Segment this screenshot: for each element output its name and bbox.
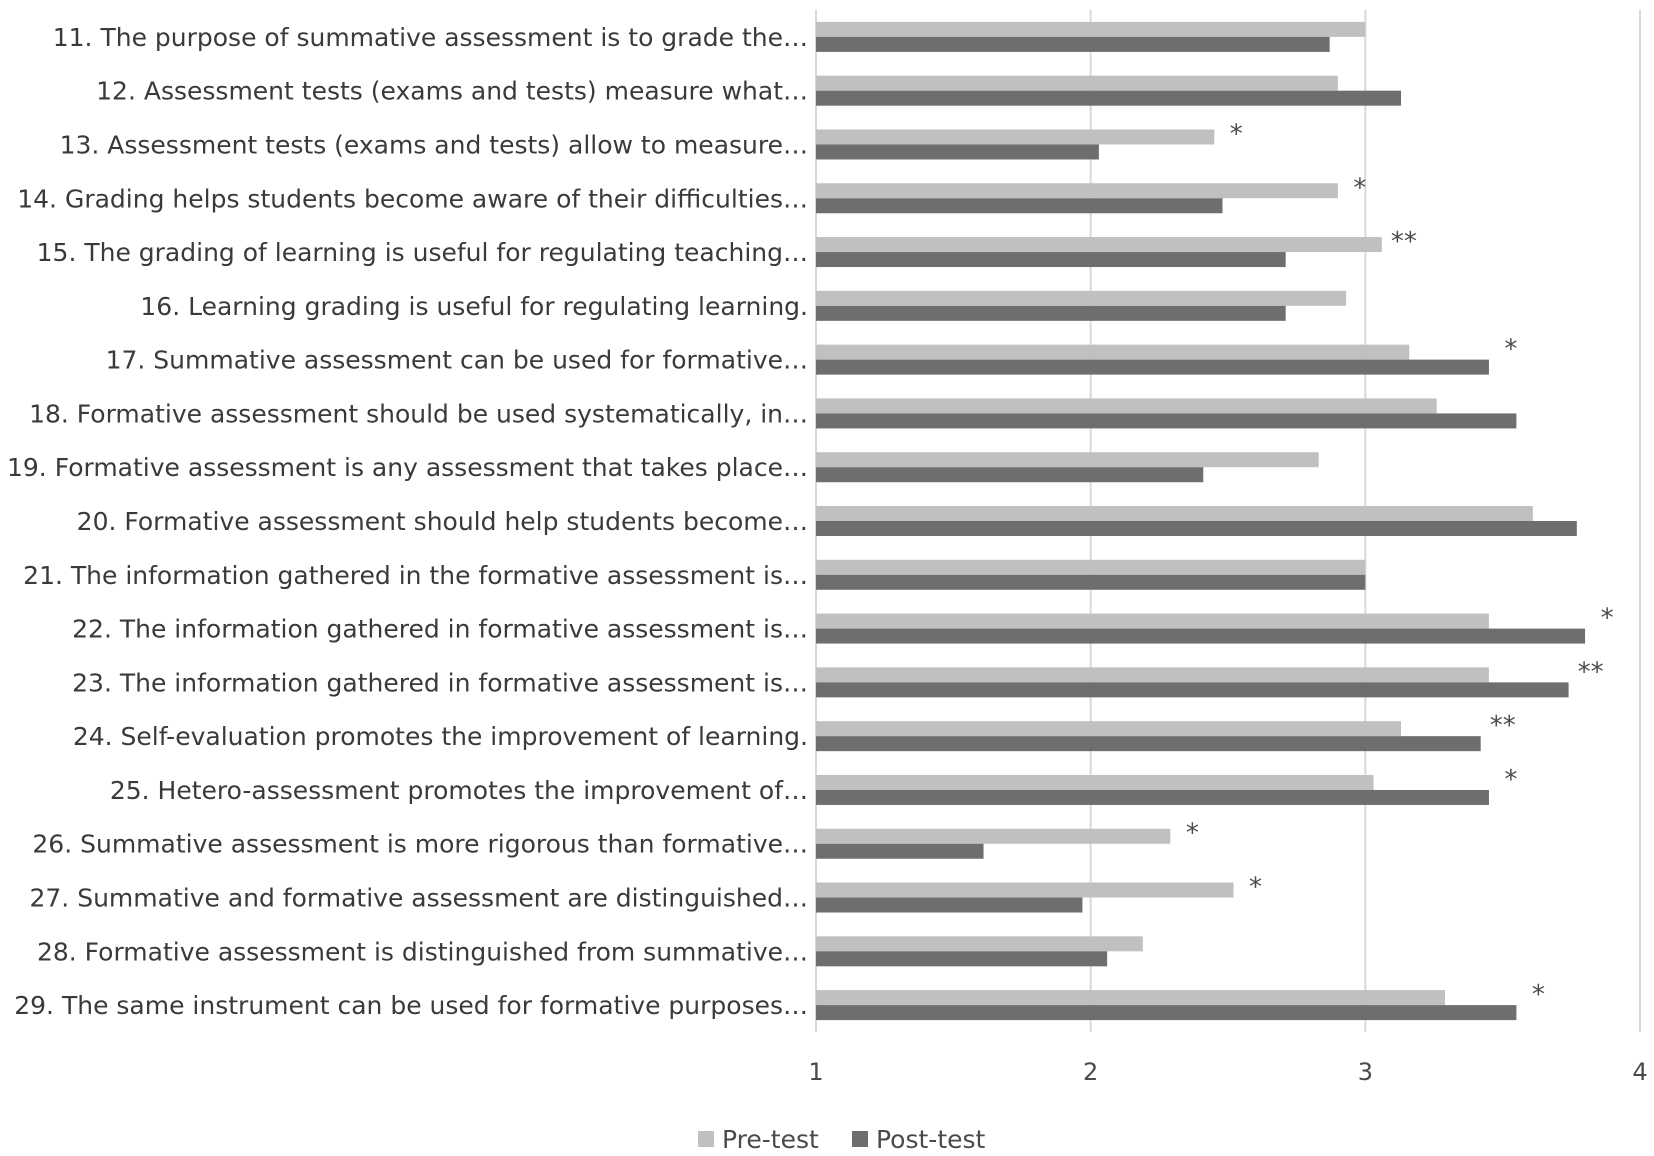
bar-post-test (816, 629, 1585, 644)
significance-marker: * (1531, 980, 1545, 1011)
bar-post-test (816, 37, 1330, 52)
bar-pre-test (816, 936, 1143, 951)
category-label: 24. Self-evaluation promotes the improvement of learning. (72, 722, 808, 752)
bar-pre-test (816, 990, 1445, 1005)
bar-pre-test (816, 22, 1365, 37)
bar-post-test (816, 736, 1481, 751)
category-label: 25. Hetero-assessment promotes the improvement of… (109, 775, 808, 805)
bar-post-test (816, 951, 1107, 966)
x-axis-ticks (808, 1058, 1647, 1086)
bar-post-test (816, 91, 1401, 106)
bar-pre-test (816, 452, 1319, 467)
legend-swatch-post-test (852, 1131, 868, 1147)
x-tick-label: 3 (1357, 1058, 1373, 1086)
significance-marker: * (1504, 334, 1518, 365)
legend-label-post-test: Post-test (876, 1125, 986, 1154)
significance-marker: * (1353, 173, 1367, 204)
bar-pre-test (816, 237, 1382, 252)
bar-post-test (816, 360, 1489, 375)
bar-post-test (816, 790, 1489, 805)
category-label: 26. Summative assessment is more rigorous than formative… (32, 829, 808, 859)
category-label: 28. Formative assessment is distinguished from summative… (36, 937, 808, 967)
legend-swatch-pre-test (698, 1131, 714, 1147)
category-label: 23. The information gathered in formative assessment is… (72, 668, 808, 698)
category-label: 20. Formative assessment should help students become… (76, 507, 808, 536)
bar-pre-test (816, 398, 1437, 413)
significance-marker: * (1248, 872, 1262, 903)
bar-pre-test (816, 506, 1533, 521)
bar-pre-test (816, 129, 1214, 144)
category-label: 19. Formative assessment is any assessment that takes place… (7, 453, 808, 483)
bar-post-test (816, 252, 1286, 267)
category-label: 15. The grading of learning is useful for regulating teaching… (36, 238, 808, 268)
bar-pre-test (816, 560, 1365, 575)
legend (698, 1125, 986, 1154)
category-label: 29. The same instrument can be used for formative purposes… (14, 991, 808, 1021)
bar-post-test (816, 306, 1286, 321)
bar-pre-test (816, 614, 1489, 629)
bar-post-test (816, 844, 984, 859)
x-tick-label: 2 (1083, 1058, 1099, 1086)
bar-post-test (816, 413, 1516, 428)
bar-post-test (816, 682, 1569, 697)
category-label: 22. The information gathered in formative assessment is… (72, 614, 808, 644)
category-label: 18. Formative assessment should be used systematically, in… (29, 399, 808, 429)
category-label: 13. Assessment tests (exams and tests) allow to measure… (59, 130, 808, 160)
x-tick-label: 4 (1632, 1058, 1648, 1086)
x-tick-label: 1 (808, 1058, 824, 1086)
significance-marker: ** (1390, 227, 1417, 258)
category-label: 21. The information gathered in the formative assessment is… (23, 560, 808, 590)
significance-marker: ** (1489, 711, 1516, 742)
bar-post-test (816, 198, 1223, 213)
category-label: 27. Summative and formative assessment are distinguished… (29, 883, 808, 913)
significance-marker: * (1185, 818, 1199, 849)
bar-post-test (816, 144, 1099, 159)
bar-pre-test (816, 345, 1409, 360)
bar-pre-test (816, 183, 1338, 198)
bar-pre-test (816, 775, 1374, 790)
category-label: 14. Grading helps students become aware of their difficulties… (17, 184, 808, 214)
bar-post-test (816, 467, 1203, 482)
bar-pre-test (816, 667, 1489, 682)
bar-pre-test (816, 721, 1401, 736)
bar-pre-test (816, 829, 1170, 844)
category-label: 11. The purpose of summative assessment is to grade the… (52, 22, 808, 52)
significance-marker: * (1600, 603, 1614, 634)
bar-post-test (816, 898, 1082, 913)
bar-pre-test (816, 291, 1346, 306)
bar-pre-test (816, 76, 1338, 91)
bar-post-test (816, 521, 1577, 536)
legend-label-pre-test: Pre-test (722, 1125, 819, 1154)
category-label: 17. Summative assessment can be used for formative… (105, 345, 808, 375)
category-label: 16. Learning grading is useful for regulating learning. (140, 291, 808, 321)
category-label: 12. Assessment tests (exams and tests) measure what… (96, 76, 808, 106)
significance-marker: * (1504, 764, 1518, 795)
bars (816, 22, 1585, 1020)
bar-pre-test (816, 883, 1233, 898)
significance-marker: ** (1577, 657, 1604, 688)
bar-post-test (816, 1005, 1516, 1020)
significance-marker: * (1229, 119, 1243, 150)
bar-post-test (816, 575, 1365, 590)
category-labels (7, 23, 808, 1020)
